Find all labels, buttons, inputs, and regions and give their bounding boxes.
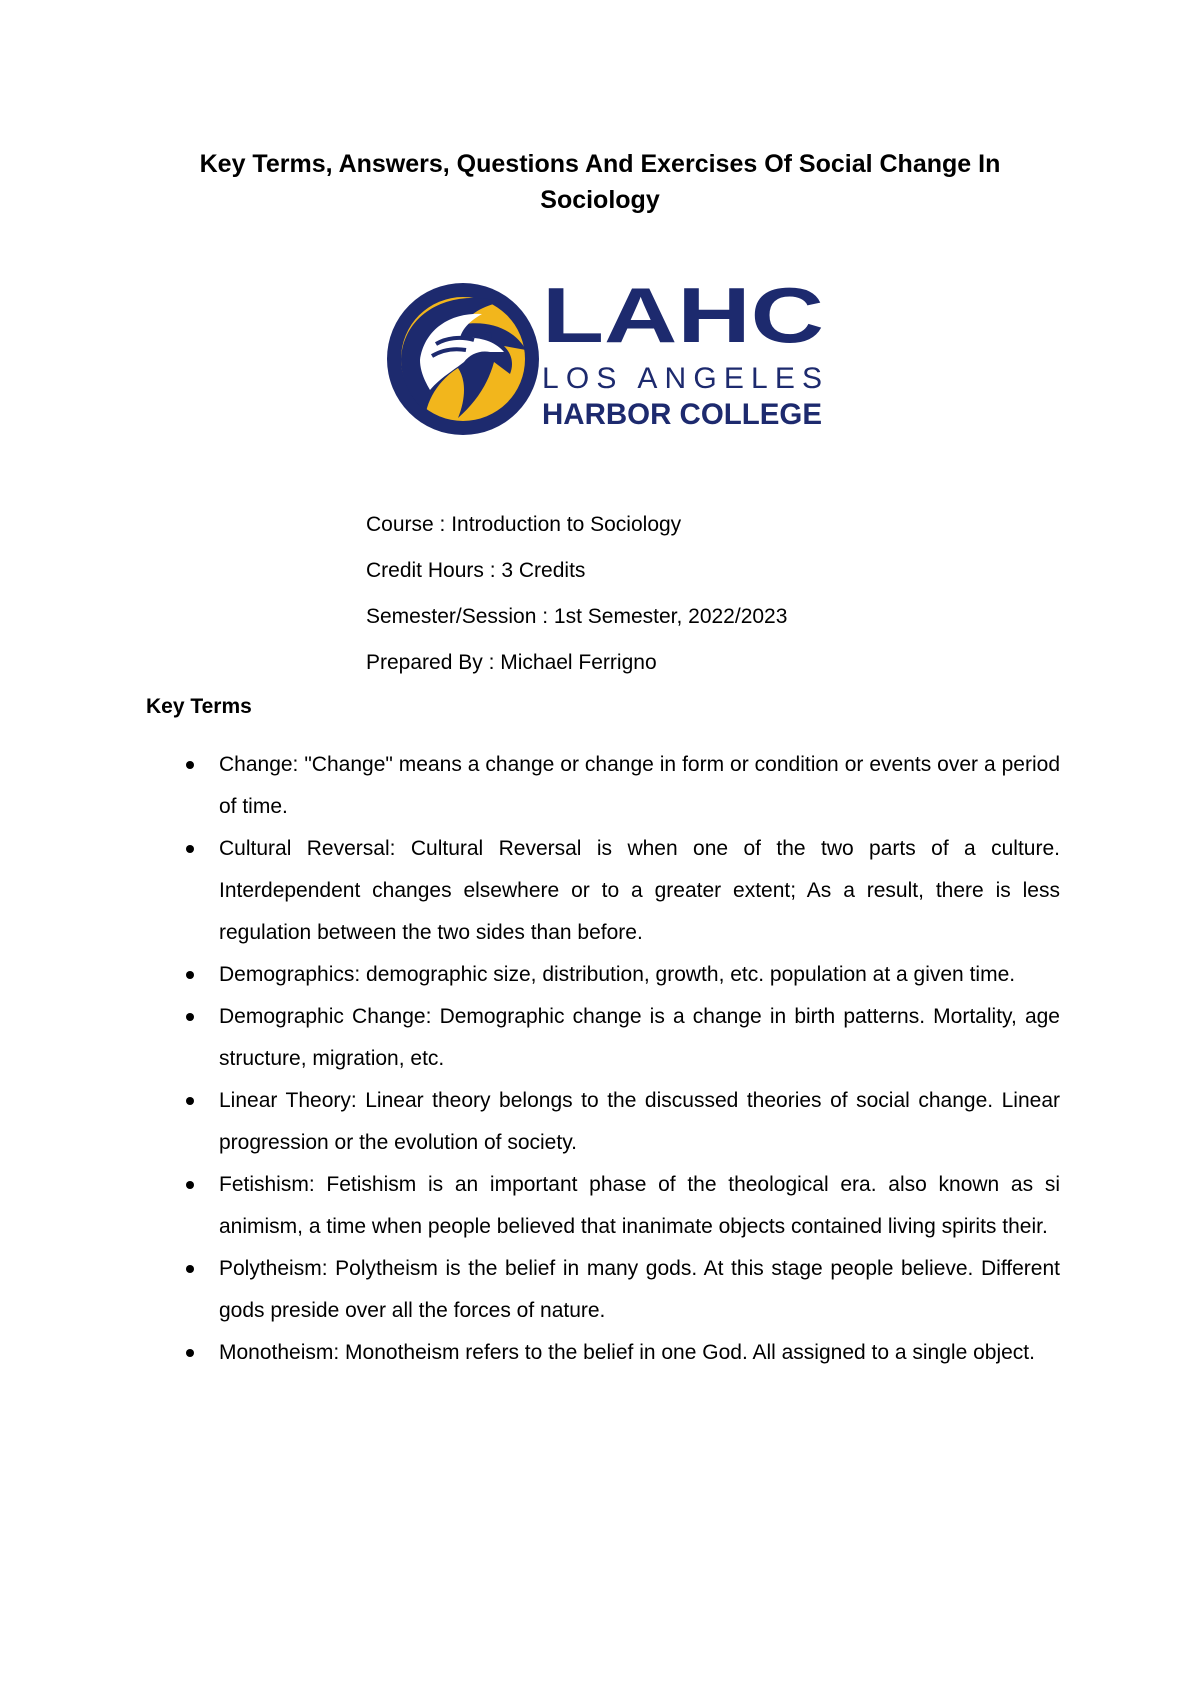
term-text: Cultural Reversal: Cultural Reversal is when one of the two parts of a culture. Interdependent changes elsewhere or to a greater extent; As a result, there is less regulation between the two sides than before.: [219, 837, 1060, 944]
logo-line-2: HARBOR COLLEGE: [542, 398, 822, 431]
bullet-icon: [186, 1265, 194, 1273]
list-item: [146, 1164, 1060, 1248]
bullet-icon: [186, 971, 194, 979]
list-item: [146, 1248, 1060, 1332]
credit-hours-line: Credit Hours : 3 Credits: [366, 559, 586, 582]
list-item: [146, 828, 1060, 954]
term-text: Polytheism: Polytheism is the belief in many gods. At this stage people believe. Different gods preside over all the forces of nature.: [219, 1257, 1060, 1322]
term-text: Demographics: demographic size, distribution, growth, etc. population at a given time.: [219, 963, 1016, 986]
term-text: Demographic Change: Demographic change is a change in birth patterns. Mortality, age structure, migration, etc.: [219, 1005, 1060, 1070]
semester-line: Semester/Session : 1st Semester, 2022/2023: [366, 605, 788, 628]
course-info: [366, 502, 787, 686]
bullet-icon: [186, 1013, 194, 1021]
prepared-by-line: Prepared By : Michael Ferrigno: [366, 651, 657, 674]
key-terms-list: [146, 744, 1060, 1374]
list-item: [146, 1332, 1060, 1374]
bullet-icon: [186, 845, 194, 853]
document-title: Key Terms, Answers, Questions And Exercises Of Social Change In Sociology: [199, 150, 1001, 214]
logo-line-1: LOS ANGELES: [542, 362, 822, 395]
term-text: Fetishism: Fetishism is an important phase of the theological era. also known as si animism, a time when people believed that inanimate objects contained living spirits their.: [219, 1173, 1060, 1238]
bullet-icon: [186, 1181, 194, 1189]
eagle-emblem-icon: [387, 283, 539, 435]
lahc-logo: [384, 280, 824, 438]
list-item: [146, 996, 1060, 1080]
term-text: Change: "Change" means a change or change in form or condition or events over a period of time.: [219, 753, 1060, 818]
key-terms-heading: Key Terms: [146, 695, 252, 718]
term-text: Linear Theory: Linear theory belongs to the discussed theories of social change. Linear progression or the evolution of society.: [219, 1089, 1060, 1154]
term-text: Monotheism: Monotheism refers to the belief in one God. All assigned to a single object.: [219, 1341, 1035, 1364]
list-item: [146, 1080, 1060, 1164]
list-item: [146, 954, 1060, 996]
bullet-icon: [186, 761, 194, 769]
list-item: [146, 744, 1060, 828]
bullet-icon: [186, 1349, 194, 1357]
logo-wordmark: LAHC: [542, 280, 824, 359]
course-line: Course : Introduction to Sociology: [366, 513, 682, 536]
bullet-icon: [186, 1097, 194, 1105]
